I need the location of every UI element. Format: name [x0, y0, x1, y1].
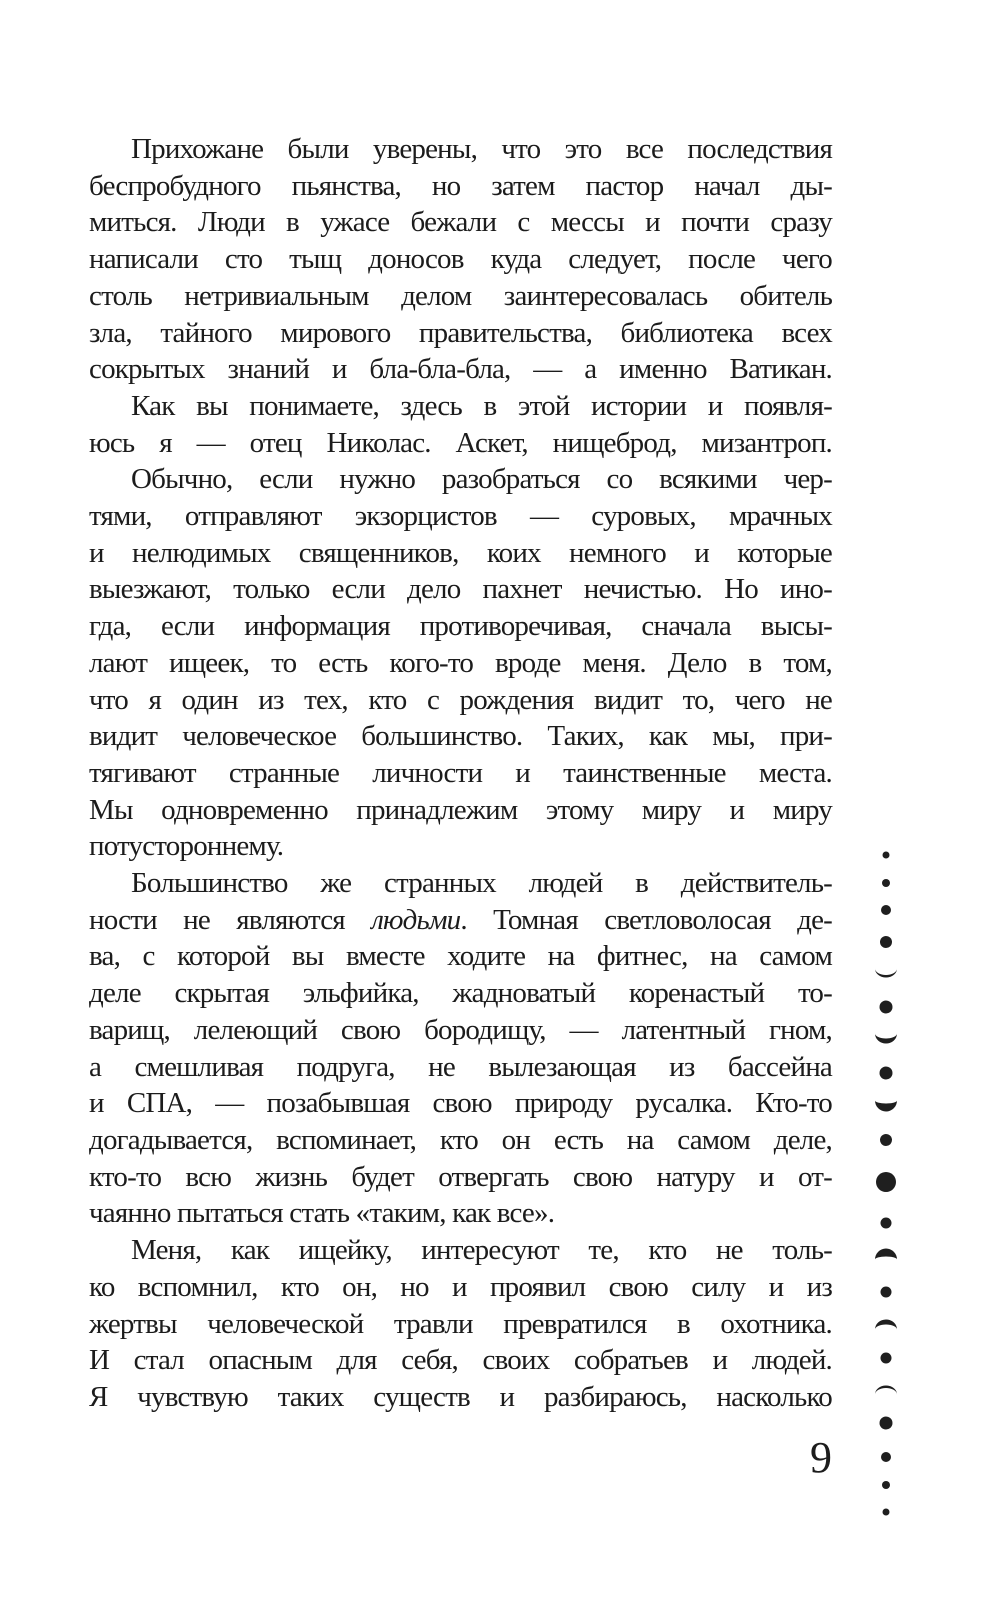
text-line: ко вспомнил, кто он, но и проявил свою силу и из: [89, 1270, 832, 1303]
moon-dot-icon: [880, 1067, 893, 1080]
text-line: тягивают странные личности и таинственные места.: [89, 756, 832, 789]
moon-crescent-up-icon: [874, 966, 898, 981]
moon-crescent-up-icon: [874, 1031, 898, 1046]
paragraph: [89, 1232, 832, 1416]
moon-dot-icon: [881, 905, 891, 915]
text-line: и нелюдимых священников, коих немного и которые: [89, 536, 832, 569]
text-line: Мы одновременно принадлежим этому миру и миру: [89, 793, 832, 826]
moon-dot-icon: [882, 1481, 890, 1489]
text-line: юсь я — отец Николас. Аскет, нищеброд, мизантроп.: [89, 426, 832, 459]
moon-full-moon-icon: [876, 1172, 896, 1192]
moon-dot-icon: [880, 1001, 893, 1014]
moon-dot-icon: [880, 936, 892, 948]
body-text: [89, 131, 832, 1416]
text-line: чаянно пытаться стать «таким, как все».: [89, 1197, 555, 1230]
text-line: гда, если информация противоречивая, сначала высы-: [89, 610, 832, 643]
moon-dot-icon: [880, 1134, 892, 1146]
text-line: а смешливая подруга, не вылезающая из бассейна: [89, 1050, 832, 1083]
paragraph: [89, 461, 832, 865]
moon-crescent-down-icon: [874, 1383, 898, 1398]
text-line: Прихожане были уверены, что это все последствия: [131, 133, 832, 165]
text-line: сокрытых знаний и бла-бла-бла, — а именно Ватикан.: [89, 353, 832, 386]
text-line: Я чувствую таких существ и разбираюсь, насколько: [89, 1380, 832, 1413]
text-line: лают ищеек, то есть кого-то вроде меня. Дело в том,: [89, 646, 832, 679]
moon-dot-icon: [881, 1452, 891, 1462]
moon-dot-icon: [883, 852, 890, 859]
moon-dot-icon: [883, 1509, 890, 1516]
moon-dot-icon: [881, 1353, 892, 1364]
text-line: догадывается, вспоминает, кто он есть на самом деле,: [89, 1123, 832, 1156]
moon-crescent-up-icon: [874, 1098, 898, 1113]
text-line: Как вы понимаете, здесь в этой истории и появля-: [131, 389, 832, 422]
text-line: кто-то всю жизнь будет отвергать свою натуру и от-: [89, 1160, 832, 1193]
text-line: И стал опасным для себя, своих собратьев и людей.: [89, 1344, 832, 1377]
text-line: деле скрытая эльфийка, жадноватый коренастый то-: [89, 977, 832, 1010]
text-line: жертвы человеческой травли превратился в охотника.: [89, 1307, 832, 1340]
page-footer: [89, 1433, 832, 1482]
text-line: Меня, как ищейку, интересуют те, кто не толь-: [131, 1234, 832, 1267]
text-line: Большинство же странных людей в действитель-: [131, 867, 832, 900]
moon-crescent-down-icon: [874, 1318, 898, 1333]
text-line: и СПА, — позабывшая свою природу русалка. Кто-то: [89, 1087, 832, 1120]
text-line: потустороннему.: [89, 830, 284, 863]
text-line: беспробудного пьянства, но затем пастор начал ды-: [89, 169, 832, 202]
text-line: видит человеческое большинство. Таких, как мы, при-: [89, 720, 832, 753]
text-line: миться. Люди в ужасе бежали с мессы и почти сразу: [89, 206, 832, 239]
text-line: выезжают, только если дело пахнет нечистью. Но ино-: [89, 573, 832, 606]
moon-crescent-down-icon: [874, 1248, 898, 1263]
paragraph: [89, 388, 832, 461]
text-line: Обычно, если нужно разобраться со всякими чер-: [131, 463, 832, 496]
text-line: зла, тайного мирового правительства, библиотека всех: [89, 316, 832, 349]
text-line: столь нетривиальным делом заинтересовалась обитель: [89, 279, 832, 312]
moon-dot-icon: [881, 1287, 892, 1298]
moon-dot-icon: [880, 1417, 893, 1430]
text-line: тями, отправляют экзорцистов — суровых, мрачных: [89, 500, 832, 533]
paragraph: [89, 131, 832, 388]
paragraph: [89, 865, 832, 1232]
text-line: что я один из тех, кто с рождения видит то, чего не: [89, 683, 832, 716]
text-line: ва, с которой вы вместе ходите на фитнес, на самом: [89, 940, 832, 973]
text-line: варищ, лелеющий свою бородищу, — латентный гном,: [89, 1013, 832, 1046]
page-number: 9: [810, 1433, 832, 1482]
moon-dot-icon: [881, 1218, 892, 1229]
text-line: написали сто тыщ доносов куда следует, после чего: [89, 243, 832, 276]
text-line: ности не являются людьми. Томная светловолосая де-: [89, 903, 832, 936]
moon-dot-icon: [882, 879, 890, 887]
